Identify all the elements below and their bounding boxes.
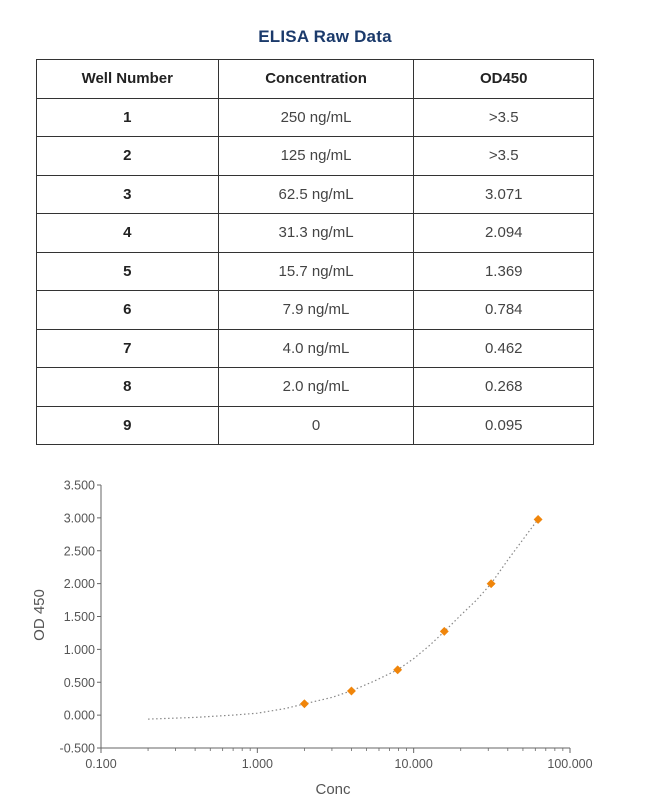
y-tick-label: 2.500 (63, 544, 95, 559)
well-number-cell: 1 (37, 98, 219, 137)
fit-curve (148, 519, 538, 719)
chart-axes (60, 479, 593, 772)
concentration-cell: 62.5 ng/mL (218, 175, 414, 214)
x-tick-label: 1.000 (241, 757, 273, 771)
y-tick-label: 1.500 (63, 610, 95, 624)
table-row (37, 406, 594, 445)
data-point (534, 515, 542, 523)
x-tick-label: 100.000 (547, 757, 593, 771)
well-number-cell: 5 (37, 252, 219, 291)
data-points (300, 515, 542, 708)
x-axis-label: Conc (315, 781, 351, 798)
y-tick-label: 3.000 (63, 511, 95, 526)
concentration-cell: 31.3 ng/mL (218, 214, 414, 253)
y-tick-label: 0.500 (63, 675, 95, 690)
y-tick-label: -0.500 (59, 741, 95, 756)
y-tick-label: 0.000 (63, 708, 95, 723)
x-tick-label: 10.000 (394, 757, 433, 771)
x-tick-label: 0.100 (85, 757, 117, 771)
data-point (300, 700, 308, 708)
od450-cell: 0.462 (414, 329, 594, 368)
concentration-cell: 7.9 ng/mL (218, 291, 414, 330)
od450-cell: 1.369 (414, 252, 594, 291)
data-point (347, 687, 355, 695)
table-row (37, 175, 594, 214)
elisa-data-table (36, 59, 594, 445)
y-tick-label: 1.000 (63, 642, 95, 657)
standard-curve-chart (0, 462, 650, 808)
data-point (393, 666, 401, 674)
table-row (37, 291, 594, 330)
header-concentration: Concentration (218, 60, 414, 99)
table-row (37, 214, 594, 253)
concentration-cell: 250 ng/mL (218, 98, 414, 137)
concentration-cell: 4.0 ng/mL (218, 329, 414, 368)
table-row (37, 252, 594, 291)
od450-cell: 2.094 (414, 214, 594, 253)
well-number-cell: 3 (37, 175, 219, 214)
od450-cell: 0.784 (414, 291, 594, 330)
y-tick-label: 3.500 (63, 478, 95, 493)
od450-cell: 0.095 (414, 406, 594, 445)
table-row (37, 329, 594, 368)
concentration-cell: 125 ng/mL (218, 137, 414, 176)
concentration-cell: 15.7 ng/mL (218, 252, 414, 291)
table-header-row (37, 60, 594, 99)
well-number-cell: 7 (37, 329, 219, 368)
table-row (37, 137, 594, 176)
y-axis-label: OD 450 (31, 589, 48, 641)
y-tick-label: 2.000 (63, 577, 95, 592)
concentration-cell: 0 (218, 406, 414, 445)
od450-cell: >3.5 (414, 98, 594, 137)
table-row (37, 368, 594, 407)
well-number-cell: 8 (37, 368, 219, 407)
header-well-number: Well Number (37, 60, 219, 99)
table-row (37, 98, 594, 137)
od450-cell: >3.5 (414, 137, 594, 176)
header-od450: OD450 (414, 60, 594, 99)
well-number-cell: 6 (37, 291, 219, 330)
concentration-cell: 2.0 ng/mL (218, 368, 414, 407)
well-number-cell: 9 (37, 406, 219, 445)
well-number-cell: 4 (37, 214, 219, 253)
well-number-cell: 2 (37, 137, 219, 176)
od450-cell: 3.071 (414, 175, 594, 214)
od450-cell: 0.268 (414, 368, 594, 407)
page-title: ELISA Raw Data (258, 27, 392, 46)
